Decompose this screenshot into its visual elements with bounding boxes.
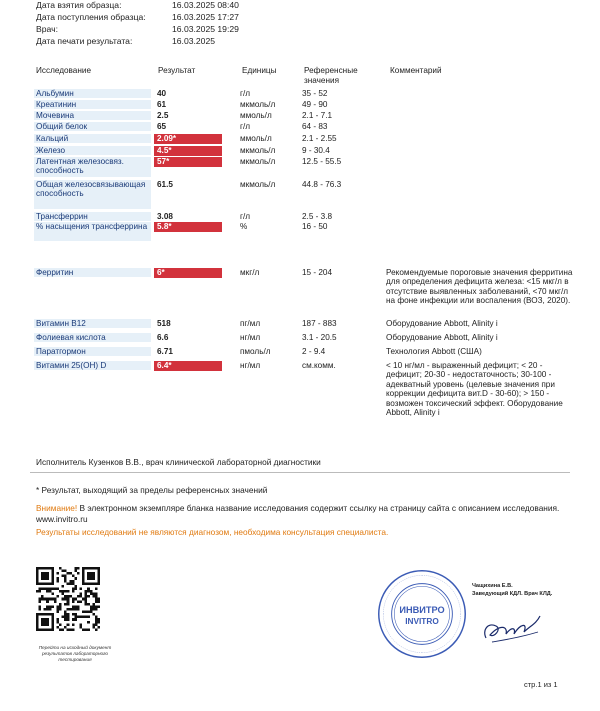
unit: г/л [240,122,251,131]
signatory-position: Заведующий КДЛ. Врач КЛД. [472,591,553,597]
header-ref: Референсные значения [304,66,358,85]
reference-range: 64 - 83 [302,122,328,131]
unit: мкмоль/л [240,146,276,155]
test-name[interactable]: Общий белок [34,122,151,132]
reference-range: 2 - 9.4 [302,347,326,356]
result-value: 518 [157,319,171,328]
test-name[interactable]: Трансферрин [34,212,151,222]
result-value: 6.6 [157,333,169,342]
header-test: Исследование [36,66,92,75]
unit: ммоль/л [240,134,272,143]
test-name[interactable]: Витамин B12 [34,319,151,329]
table-header [36,66,576,88]
result-value: 6.71 [157,347,173,356]
divider [30,472,570,473]
meta-label: Дата поступления образца: [36,12,146,22]
reference-range: 187 - 883 [302,319,337,328]
unit: пмоль/л [240,347,271,356]
result-value: 65 [157,122,167,131]
executor-line: Исполнитель Кузенков В.В., врач клинической лабораторной диагностики [36,457,321,467]
unit: г/л [240,212,251,221]
comment: Рекомендуемые пороговые значения ферритина для определения дефицита железа: <15 мкг/л в отсутствие выявленных заболеваний, <70 мкг/л на фоне инфекции или воспаления (ВОЗ, 2020). [386,268,573,306]
header-result: Результат [158,66,196,75]
meta-value: 16.03.2025 17:27 [172,12,239,22]
signature [478,602,548,650]
signatory-name: Чащихина Е.В. [472,583,513,589]
result-value: 6.4* [154,361,222,371]
test-name[interactable]: Общая железосвязывающая способность [34,180,151,210]
reference-range: 9 - 30.4 [302,146,330,155]
reference-range: 2.1 - 2.55 [302,134,337,143]
test-name[interactable]: Латентная железосвяз. способность [34,157,151,178]
test-name[interactable]: % насыщения трансферрина [34,222,151,242]
unit: мкмоль/л [240,180,276,189]
result-value: 3.08 [157,212,173,221]
invitro-stamp [376,568,468,660]
stamp-brand-en: INVITRO [405,617,439,627]
header-units: Единицы [242,66,277,75]
comment: < 10 нг/мл - выраженный дефицит; < 20 - дефицит; 20-30 - недостаточность; 30-100 - адекватный уровень (целевые значения при коррекции дефицита вит.D - 30-60); > 150 - возможен токсический эффект. Оборудование Abbott, Alinity i [386,361,563,418]
reference-range: 16 - 50 [302,222,328,231]
test-name[interactable]: Креатинин [34,100,151,110]
meta-label: Врач: [36,24,58,34]
unit: пг/мл [240,319,261,328]
qr-caption: Перейти на исходный документ результатов лабораторного тестирования [38,645,112,662]
result-value: 40 [157,89,167,98]
unit: нг/мл [240,361,261,370]
test-name[interactable]: Ферритин [34,268,151,278]
unit: нг/мл [240,333,261,342]
header-comment: Комментарий [390,66,442,75]
qr-code[interactable] [36,567,100,631]
result-value: 6* [154,268,222,278]
test-name[interactable]: Мочевина [34,111,151,121]
disclaimer: Результаты исследований не являются диагнозом, необходима консультация специалиста. [36,527,389,537]
reference-range: 2.1 - 7.1 [302,111,333,120]
test-name[interactable]: Паратгормон [34,347,151,357]
attention-word: Внимание! [36,503,78,513]
meta-label: Дата печати результата: [36,36,133,46]
comment: Технология Abbott (США) [386,347,482,356]
test-name[interactable]: Кальций [34,134,151,144]
test-name[interactable]: Фолиевая кислота [34,333,151,343]
reference-range: см.комм. [302,361,336,370]
reference-range: 15 - 204 [302,268,333,277]
test-name[interactable]: Витамин 25(OH) D [34,361,151,371]
unit: ммоль/л [240,111,272,120]
unit: г/л [240,89,251,98]
unit: мкмоль/л [240,100,276,109]
stamp-brand-ru: ИНВИТРО [399,605,445,616]
attention-text: В электронном экземпляре бланка название исследования содержит ссылку на страницу сайта с описанием исследования. www.invitro.ru [36,503,560,524]
meta-value: 16.03.2025 08:40 [172,0,239,10]
unit: % [240,222,248,231]
page-number: стр.1 из 1 [524,680,558,689]
result-value: 57* [154,157,222,167]
meta-value: 16.03.2025 19:29 [172,24,239,34]
footnote: * Результат, выходящий за пределы референсных значений [36,485,268,495]
reference-range: 12.5 - 55.5 [302,157,342,166]
reference-range: 44.8 - 76.3 [302,180,342,189]
result-value: 61.5 [157,180,173,189]
reference-range: 49 - 90 [302,100,328,109]
meta-label: Дата взятия образца: [36,0,122,10]
result-value: 2.09* [154,134,222,144]
signatory-block [472,582,552,598]
comment: Оборудование Abbott, Alinity i [386,333,498,342]
comment: Оборудование Abbott, Alinity i [386,319,498,328]
test-name[interactable]: Железо [34,146,151,156]
unit: мкг/л [240,268,260,277]
attention-note [36,503,566,525]
reference-range: 3.1 - 20.5 [302,333,337,342]
test-name[interactable]: Альбумин [34,89,151,99]
meta-value: 16.03.2025 [172,36,216,46]
reference-range: 2.5 - 3.8 [302,212,333,221]
result-value: 2.5 [157,111,169,120]
result-value: 5.8* [154,222,222,232]
unit: мкмоль/л [240,157,276,166]
reference-range: 35 - 52 [302,89,328,98]
result-value: 4.5* [154,146,222,156]
result-value: 61 [157,100,167,109]
